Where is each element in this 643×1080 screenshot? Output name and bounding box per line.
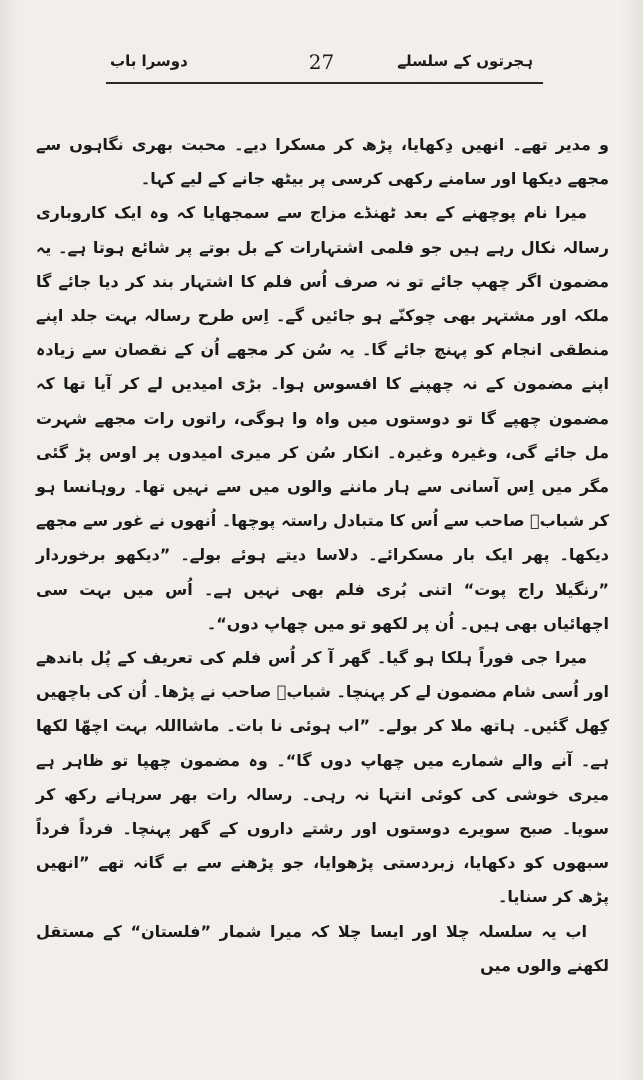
header-divider (106, 82, 543, 84)
paragraph: اب یہ سلسلہ چلا اور ایسا چلا کہ میرا شمار ”فلستان“ کے مستقل لکھنے والوں میں (36, 921, 609, 975)
paragraph: میرا نام پوچھنے کے بعد ٹھنڈے مزاج سے سمجھایا کہ وہ ایک کاروباری رسالہ نکال رہے ہیں جو فلمی اشتہارات کے بل بوتے پر شائع ہوتا ہے۔ یہ مضمون اگر چھپ جائے تو نہ صرف اُس فلم کا اشتہار بند کر دیا جائے گا ملکہ اور مشتہر بھی چوکنّے ہو جائیں گے۔ اِس طرح رسالہ بہت جلد اپنے منطقی انجام کو پہنچ جائے گا۔ یہ سُن کر مجھے اُن کے نقصان سے زیادہ اپنے مضمون کے نہ چھپنے کا افسوس ہوا۔ بڑی امیدیں لے کر آیا تھا کہ مضمون چھپے گا تو دوستوں میں واہ وا ہوگی، راتوں رات مجھے شہرت مل جائے گی، وغیرہ وغیرہ۔ انکار سُن کر میری امیدوں پر اوس پڑ گئی مگر میں اِس آسانی سے ہار ماننے والوں میں سے نہیں تھا۔ روہانسا ہو کر شبابؔ صاحب سے اُس کا متبادل راستہ پوچھا۔ اُنھوں نے غور سے مجھے دیکھا۔ پھر ایک بار مسکرائے۔ دلاسا دیتے ہوئے بولے۔ ”دیکھو برخوردار ”رنگیلا راج پوت“ اتنی بُری فلم بھی نہیں ہے۔ اُس میں بہت سی اچھائیاں بھی ہیں۔ اُن پر لکھو تو میں چھاپ دوں“۔ (36, 203, 609, 633)
page-number: 27 (308, 50, 335, 74)
paragraph: میرا جی فوراً ہلکا ہو گیا۔ گھر آ کر اُس فلم کی تعریف کے پُل باندھے اور اُسی شام مضمون لے کر پہنچا۔ شبابؔ صاحب نے پڑھا۔ اُن کی باچھیں کِھل گئیں۔ ہاتھ ملا کر بولے۔ ”اب ہوئی نا بات۔ ماشااللہ بہت اچھّا لکھا ہے۔ آنے والے شمارے میں چھاپ دوں گا“۔ وہ مضمون چھپا تو ظاہر ہے میری خوشی کی کوئی انتہا نہ رہی۔ رسالہ رات بھر سرہانے رکھ کر سویا۔ صبح سویرے دوستوں اور رشتے داروں کے گھر پہنچا۔ فرداً فرداً سبھوں کو دکھایا، زبردستی پڑھوایا، جو پڑھنے سے بے گانہ تھے ”انھیں پڑھ کر سنایا۔ (36, 648, 609, 907)
body-text (36, 128, 609, 983)
paragraph: و مدیر تھے۔ انھیں دِکھایا، پڑھ کر مسکرا دیے۔ محبت بھری نگاہوں سے مجھے دیکھا اور سامنے رکھی کرسی پر بیٹھ جانے کے لیے کہا۔ (36, 135, 609, 189)
chapter-title: دوسرا باب (110, 52, 188, 70)
running-title: ہجرتوں کے سلسلے (397, 52, 533, 70)
